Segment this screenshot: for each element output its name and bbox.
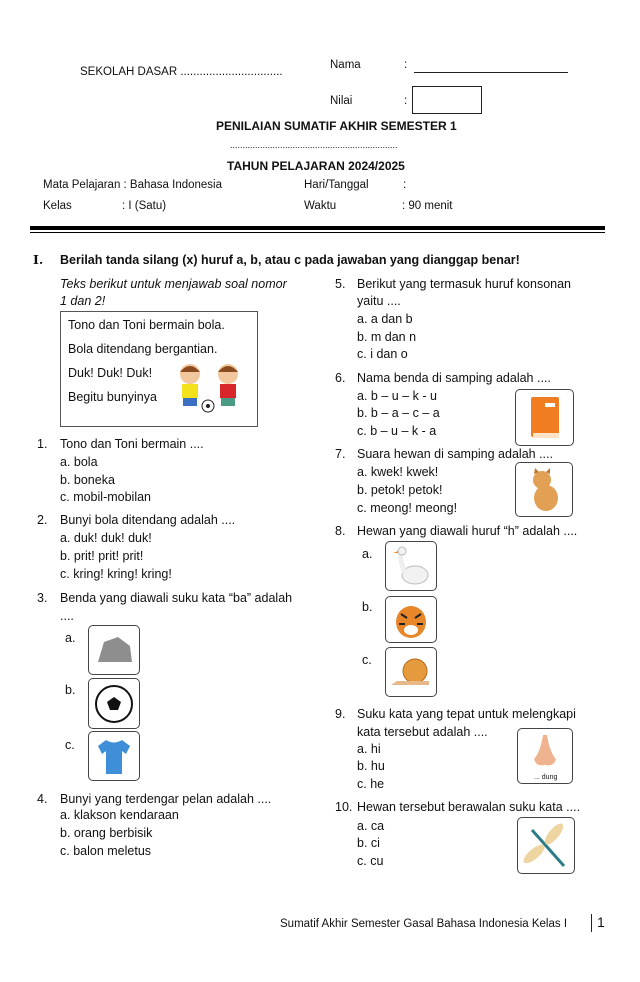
question-number: 5. (335, 277, 346, 291)
answer-option[interactable]: b. prit! prit! prit! (60, 549, 144, 563)
class-label: Kelas (43, 200, 72, 212)
reading-intro: Teks berikut untuk menjawab soal nomor (60, 277, 287, 291)
question-number: 10. (335, 800, 353, 814)
question-text: Benda yang diawali suku kata “ba” adalah (60, 591, 293, 605)
question-text: Tono dan Toni bermain .... (60, 437, 204, 451)
answer-option[interactable]: c. meong! meong! (357, 501, 458, 515)
question-number: 8. (335, 524, 346, 538)
nilai-label: Nilai (330, 95, 353, 107)
answer-option[interactable]: a. a dan b (357, 312, 413, 326)
question-number: 3. (37, 591, 48, 605)
snail-image (385, 647, 437, 697)
question-number: 2. (37, 513, 48, 527)
cat-image (515, 462, 573, 517)
answer-option[interactable]: b. (362, 600, 373, 614)
reading-line: Tono dan Toni bermain bola. (68, 318, 225, 332)
answer-option[interactable]: c. cu (357, 854, 384, 868)
dragonfly-image (517, 817, 575, 874)
answer-option[interactable]: c. i dan o (357, 347, 408, 361)
answer-option[interactable]: b. (65, 683, 76, 697)
school-name: SEKOLAH DASAR ................................ (80, 66, 283, 78)
question-text: Suku kata yang tepat untuk melengkapi (357, 707, 576, 721)
reading-line: Begitu bunyinya (68, 390, 157, 404)
question-text: Bunyi bola ditendang adalah .... (60, 513, 236, 527)
rock-image (88, 625, 140, 675)
answer-option[interactable]: c. he (357, 777, 385, 791)
tiger-image (385, 596, 437, 643)
question-text: Suara hewan di samping adalah .... (357, 447, 553, 461)
answer-option[interactable]: a. b – u – k - u (357, 389, 437, 403)
answer-option[interactable]: a. hi (357, 742, 381, 756)
question-text: Hewan tersebut berawalan suku kata .... (357, 800, 581, 814)
answer-option[interactable]: a. duk! duk! duk! (60, 531, 152, 545)
footer-separator (591, 914, 592, 932)
question-number: 9. (335, 707, 346, 721)
time-label: Waktu (304, 200, 337, 212)
goose-image (385, 541, 437, 591)
boys-playing-ball-image (170, 360, 250, 420)
question-text: Berikut yang termasuk huruf konsonan (357, 277, 572, 291)
answer-option[interactable]: c. (362, 653, 372, 667)
score-box[interactable] (412, 86, 482, 114)
name-label: Nama (330, 59, 361, 71)
page-number: 1 (597, 914, 605, 930)
answer-option[interactable]: b. b – a – c – a (357, 406, 440, 420)
answer-option[interactable]: a. kwek! kwek! (357, 465, 439, 479)
answer-option[interactable]: a. (65, 631, 76, 645)
reading-intro-2: 1 dan 2! (60, 294, 106, 308)
reading-line: Bola ditendang bergantian. (68, 342, 218, 356)
section-instruction: Berilah tanda silang (x) huruf a, b, atau c pada jawaban yang dianggap benar! (60, 253, 520, 267)
question-number: 4. (37, 792, 48, 806)
answer-option[interactable]: c. kring! kring! kring! (60, 567, 172, 581)
book-image (515, 389, 574, 446)
reading-line: Duk! Duk! Duk! (68, 366, 153, 380)
answer-option[interactable]: a. ca (357, 819, 385, 833)
question-number: 1. (37, 437, 48, 451)
answer-option[interactable]: c. mobil-mobilan (60, 490, 152, 504)
day-label: Hari/Tanggal (304, 179, 369, 191)
answer-option[interactable]: a. bola (60, 455, 98, 469)
answer-option[interactable]: a. (362, 547, 373, 561)
subject: Mata Pelajaran : Bahasa Indonesia (43, 179, 223, 191)
colon: : (404, 59, 408, 71)
answer-option[interactable]: c. (65, 738, 75, 752)
class-value: : I (Satu) (122, 200, 167, 212)
nose-caption: ... dung (534, 774, 558, 781)
academic-year: TAHUN PELAJARAN 2024/2025 (227, 159, 405, 173)
answer-option[interactable]: a. klakson kendaraan (60, 808, 179, 822)
nose-image (517, 728, 573, 784)
question-text: Bunyi yang terdengar pelan adalah .... (60, 792, 272, 806)
answer-option[interactable]: b. hu (357, 759, 385, 773)
header-divider-thin (30, 232, 605, 233)
question-text: Hewan yang diawali huruf “h” adalah .... (357, 524, 578, 538)
answer-option[interactable]: b. boneka (60, 473, 115, 487)
answer-option[interactable]: b. orang berbisik (60, 826, 153, 840)
section-number: I. (33, 252, 44, 267)
answer-option[interactable]: c. balon meletus (60, 844, 152, 858)
name-field[interactable] (414, 72, 568, 73)
question-text: yaitu .... (357, 294, 401, 308)
question-text: kata tersebut adalah .... (357, 725, 488, 739)
question-number: 7. (335, 447, 346, 461)
question-number: 6. (335, 371, 346, 385)
question-text: .... (60, 609, 74, 623)
question-text: Nama benda di samping adalah .... (357, 371, 551, 385)
answer-option[interactable]: b. petok! petok! (357, 483, 443, 497)
soccer-ball-image (88, 678, 140, 729)
title-dots: ................................................................... (230, 140, 398, 150)
shirt-image (88, 731, 140, 781)
answer-option[interactable]: b. ci (357, 836, 380, 850)
exam-title: PENILAIAN SUMATIF AKHIR SEMESTER 1 (216, 119, 457, 133)
footer-text: Sumatif Akhir Semester Gasal Bahasa Indonesia Kelas I (280, 918, 568, 930)
answer-option[interactable]: c. b – u – k - a (357, 424, 437, 438)
colon: : (404, 95, 408, 107)
time-value: : 90 menit (402, 200, 453, 212)
answer-option[interactable]: b. m dan n (357, 330, 417, 344)
day-value: : (403, 179, 407, 191)
header-divider-thick (30, 226, 605, 230)
